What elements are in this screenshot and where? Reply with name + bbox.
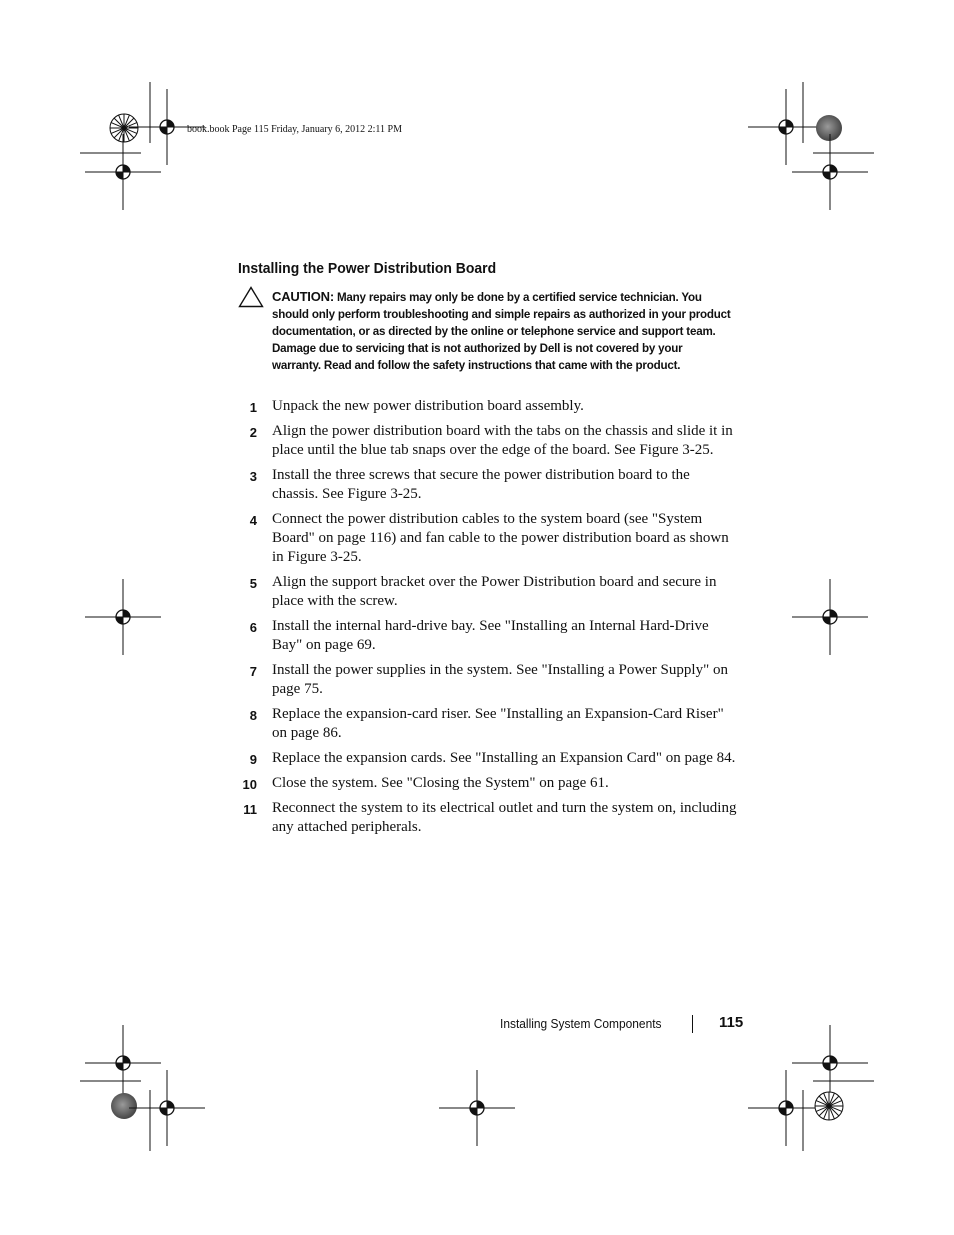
step-item xyxy=(240,573,740,611)
crosshair-mark xyxy=(748,89,824,165)
step-item xyxy=(240,661,740,699)
step-item xyxy=(240,705,740,743)
sunburst-mark-bottom-right xyxy=(815,1092,843,1120)
step-text: Install the three screws that secure the power distribution board to the chassis. See Figure 3-25. xyxy=(272,467,690,502)
caution-label: CAUTION: xyxy=(272,289,334,304)
footer-divider xyxy=(692,1015,693,1033)
step-text: Replace the expansion cards. See "Installing an Expansion Card" on page 84. xyxy=(272,750,736,766)
step-text: Align the support bracket over the Power Distribution board and secure in place with the screw. xyxy=(272,574,717,609)
step-text: Replace the expansion-card riser. See "Installing an Expansion-Card Riser" on page 86. xyxy=(272,706,724,741)
step-text: Unpack the new power distribution board assembly. xyxy=(272,398,584,414)
gray-ball-mark xyxy=(111,1093,137,1119)
print-slug: book.book Page 115 Friday, January 6, 2012 2:11 PM xyxy=(187,124,402,135)
crosshair-mark xyxy=(85,1025,161,1101)
step-text: Connect the power distribution cables to the system board (see "System Board" on page 116) and fan cable to the power distribution board as shown in Figure 3-25. xyxy=(272,511,729,565)
crosshair-mark xyxy=(792,134,868,210)
step-item xyxy=(240,466,740,504)
caution-icon xyxy=(238,286,264,308)
step-item xyxy=(240,422,740,460)
crosshair-mark xyxy=(748,1070,824,1146)
step-number: 5 xyxy=(249,576,257,591)
step-text: Install the internal hard-drive bay. See "Installing an Internal Hard-Drive Bay" on page 69. xyxy=(272,618,709,653)
step-number: 3 xyxy=(249,469,257,484)
caution-note xyxy=(272,288,732,374)
crosshair-mark xyxy=(85,579,161,655)
page-number: 115 xyxy=(719,1014,744,1031)
step-number: 8 xyxy=(249,708,257,723)
step-text: Reconnect the system to its electrical outlet and turn the system on, including any attached peripherals. xyxy=(272,800,737,835)
step-number: 2 xyxy=(249,425,257,440)
step-item xyxy=(240,510,740,567)
step-number: 6 xyxy=(249,620,257,635)
caution-text: Many repairs may only be done by a certified service technician. You should only perform troubleshooting and simple repairs as authorized in your product documentation, or as directed by the online or telephone service and support team. Damage due to servicing that is not authorized by Dell is not covered by your warranty. Read and follow the safety instructions that came with the product. xyxy=(272,291,731,373)
procedure-steps xyxy=(240,397,740,843)
step-item xyxy=(240,799,740,837)
step-text: Align the power distribution board with the tabs on the chassis and slide it in place until the blue tab snaps over the edge of the board. See Figure 3-25. xyxy=(272,423,733,458)
crosshair-mark xyxy=(792,579,868,655)
step-number: 4 xyxy=(249,513,257,528)
step-item xyxy=(240,774,740,793)
step-item xyxy=(240,397,740,416)
gray-ball-mark xyxy=(816,115,842,141)
step-number: 7 xyxy=(249,664,257,679)
step-item xyxy=(240,617,740,655)
sunburst-mark-top-left xyxy=(110,114,138,142)
step-number: 9 xyxy=(249,752,257,767)
footer-section-title: Installing System Components xyxy=(500,1016,662,1031)
step-number: 11 xyxy=(243,802,257,817)
step-number: 10 xyxy=(242,777,257,792)
step-number: 1 xyxy=(249,400,257,415)
crosshair-mark xyxy=(439,1070,515,1146)
step-text: Install the power supplies in the system. See "Installing a Power Supply" on page 75. xyxy=(272,662,728,697)
step-text: Close the system. See "Closing the System" on page 61. xyxy=(272,775,609,791)
section-heading: Installing the Power Distribution Board xyxy=(238,260,497,277)
crosshair-mark xyxy=(792,1025,868,1101)
step-item xyxy=(240,749,740,768)
crosshair-mark xyxy=(85,134,161,210)
